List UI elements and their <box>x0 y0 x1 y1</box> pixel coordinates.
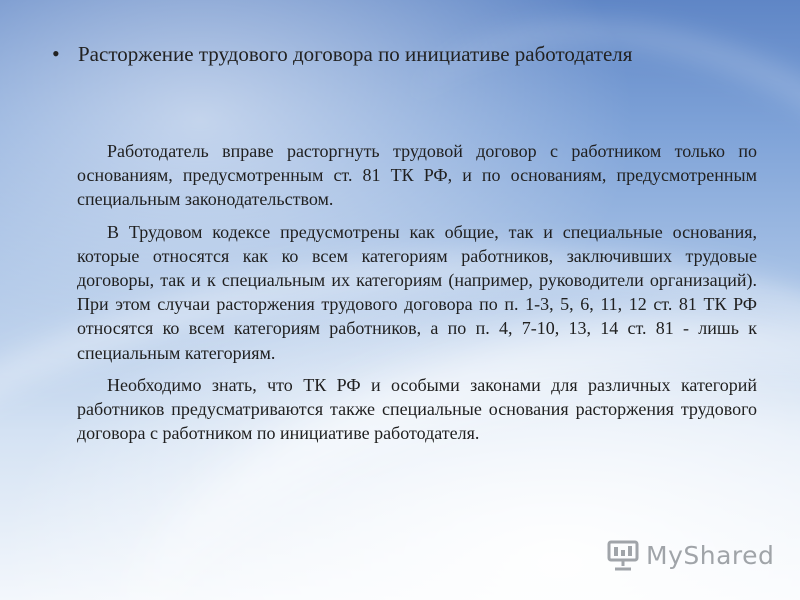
bullet-icon: • <box>52 41 60 66</box>
body-text <box>77 139 757 453</box>
slide-heading: Расторжение трудового договора по инициативе работодателя <box>78 42 633 66</box>
paragraph: В Трудовом кодексе предусмотрены как общие, так и специальные основания, которые относятся как ко всем категориям работников, заключивших трудовые договоры, так и к специальным их категориям (например, руководители организаций). При этом случаи расторжения трудового договора по п. 1-3, 5, 6, 11, 12 ст. 81 ТК РФ относятся ко всем категориям работников, а по п. 4, 7-10, 13, 14 ст. 81 - лишь к специальным категориям. <box>77 221 757 363</box>
paragraph: Необходимо знать, что ТК РФ и особыми законами для различных категорий работников предусматриваются также специальные основания расторжения трудового договора с работником по инициативе работодателя. <box>77 374 757 444</box>
bullet-item <box>52 40 752 68</box>
presentation-board-icon <box>606 538 640 572</box>
paragraph: Работодатель вправе расторгнуть трудовой договор с работником только по основаниям, предусмотренным ст. 81 ТК РФ, и по основаниям, предусмотренным специальным законодательством. <box>77 141 757 210</box>
watermark-text: MyShared <box>646 540 775 570</box>
watermark <box>606 536 774 574</box>
